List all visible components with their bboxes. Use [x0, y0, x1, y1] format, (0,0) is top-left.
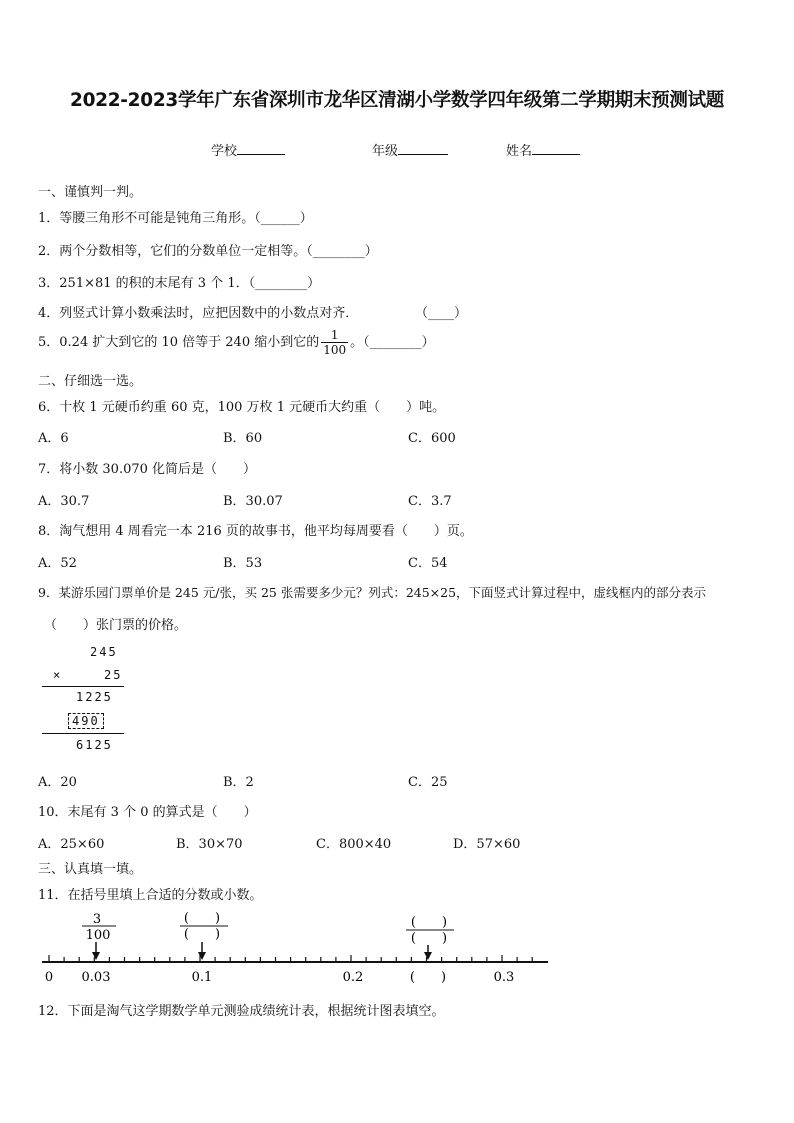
name-label: 姓名 — [506, 144, 533, 159]
question-5-pre: 5．0.24 扩大到它的 10 倍等于 240 缩小到它的 — [38, 335, 320, 350]
question-7-option-b[interactable]: B．30.07 — [223, 494, 283, 509]
arrow-at-0.25 — [424, 945, 432, 960]
vert-line-1 — [42, 686, 124, 687]
question-10-option-c[interactable]: C．800×40 — [316, 837, 392, 852]
grade-blank[interactable] — [398, 140, 448, 155]
label-fraction-numerator: 3 — [92, 912, 102, 927]
section-heading-1: 一、谨慎判一判。 — [38, 185, 143, 200]
question-9-option-b[interactable]: B．2 — [223, 775, 254, 790]
question-3: 3．251×81 的积的末尾有 3 个 1．（________） — [38, 276, 321, 291]
fraction-denominator: 100 — [323, 343, 347, 357]
question-9-option-a[interactable]: A．20 — [38, 775, 77, 790]
grade-field — [372, 140, 448, 159]
tick-label-0.2: 0.2 — [342, 970, 364, 985]
blank-fraction-1-denominator[interactable]: ( ) — [183, 927, 221, 942]
blank-fraction-1-numerator[interactable]: ( ) — [183, 911, 221, 926]
question-9-option-c[interactable]: C．25 — [408, 775, 448, 790]
number-line-figure — [30, 905, 560, 987]
vert-row-245: 245 — [90, 645, 118, 659]
school-label: 学校 — [211, 144, 238, 159]
question-2: 2．两个分数相等，它们的分数单位一定相等。（________） — [38, 244, 378, 259]
section-heading-2: 二、仔细选一选。 — [38, 374, 143, 389]
question-4: 4．列竖式计算小数乘法时，应把因数中的小数点对齐． — [38, 306, 359, 321]
section-heading-3: 三、认真填一填。 — [38, 862, 143, 877]
tick-label-0.3: 0.3 — [493, 970, 515, 985]
fraction-1-100 — [321, 328, 348, 357]
vert-line-2 — [42, 733, 124, 734]
question-9-line-2: （ ）张门票的价格。 — [44, 618, 188, 633]
arrow-at-0.1 — [198, 942, 206, 960]
school-field — [211, 140, 285, 159]
name-field — [506, 140, 580, 159]
tick-label-0: 0 — [44, 970, 54, 985]
question-7-option-c[interactable]: C．3.7 — [408, 494, 452, 509]
tick-label-0.03: 0.03 — [81, 970, 111, 985]
vert-row-1225: 1225 — [76, 690, 113, 704]
question-6-option-a[interactable]: A．6 — [38, 431, 69, 446]
question-10-option-d[interactable]: D．57×60 — [453, 837, 521, 852]
question-4-blank: （____） — [415, 306, 468, 321]
grade-label: 年级 — [372, 144, 399, 159]
question-8-option-b[interactable]: B．53 — [223, 556, 263, 571]
blank-fraction-2-numerator[interactable]: ( ) — [410, 915, 448, 930]
question-12: 12．下面是淘气这学期数学单元测验成绩统计表，根据统计图表填空。 — [38, 1004, 445, 1019]
vert-row-25: 25 — [104, 668, 123, 682]
question-8: 8．淘气想用 4 周看完一本 216 页的故事书，他平均每周要看（ ）页。 — [38, 524, 473, 539]
question-6-option-b[interactable]: B．60 — [223, 431, 263, 446]
vert-row-490-dashed-box: 490 — [68, 713, 104, 729]
question-10-option-b[interactable]: B．30×70 — [176, 837, 243, 852]
arrow-at-0.03 — [92, 942, 100, 960]
question-10-option-a[interactable]: A．25×60 — [38, 837, 105, 852]
question-5 — [38, 328, 435, 357]
tick-label-0.1: 0.1 — [191, 970, 213, 985]
question-6: 6．十枚 1 元硬币约重 60 克，100 万枚 1 元硬币大约重（ ）吨。 — [38, 400, 446, 415]
question-7: 7．将小数 30.070 化简后是（ ） — [38, 462, 257, 477]
name-blank[interactable] — [532, 140, 580, 155]
times-sign: × — [53, 668, 63, 682]
tick-label-blank[interactable]: ( ) — [409, 970, 447, 985]
question-8-option-a[interactable]: A．52 — [38, 556, 77, 571]
page-title: 2022-2023学年广东省深圳市龙华区清湖小学数学四年级第二学期期末预测试题 — [70, 90, 724, 111]
question-8-option-c[interactable]: C．54 — [408, 556, 448, 571]
label-fraction-denominator: 100 — [85, 928, 111, 943]
fraction-numerator: 1 — [321, 328, 348, 343]
question-9-line-1: 9．某游乐园门票单价是 245 元/张，买 25 张需要多少元？列式：245×25，下面竖式计算过程中，虚线框内的部分表示 — [38, 585, 707, 600]
vert-row-6125: 6125 — [76, 738, 113, 752]
question-7-option-a[interactable]: A．30.7 — [38, 494, 90, 509]
question-6-option-c[interactable]: C．600 — [408, 431, 456, 446]
question-10: 10．末尾有 3 个 0 的算式是（ ） — [38, 805, 257, 820]
question-11: 11．在括号里填上合适的分数或小数。 — [38, 888, 263, 903]
question-1: 1．等腰三角形不可能是钝角三角形。（______） — [38, 211, 313, 226]
number-line-ticks — [49, 955, 532, 962]
school-blank[interactable] — [237, 140, 285, 155]
blank-fraction-2-denominator[interactable]: ( ) — [410, 931, 448, 946]
question-5-post: 。（________） — [350, 335, 435, 350]
